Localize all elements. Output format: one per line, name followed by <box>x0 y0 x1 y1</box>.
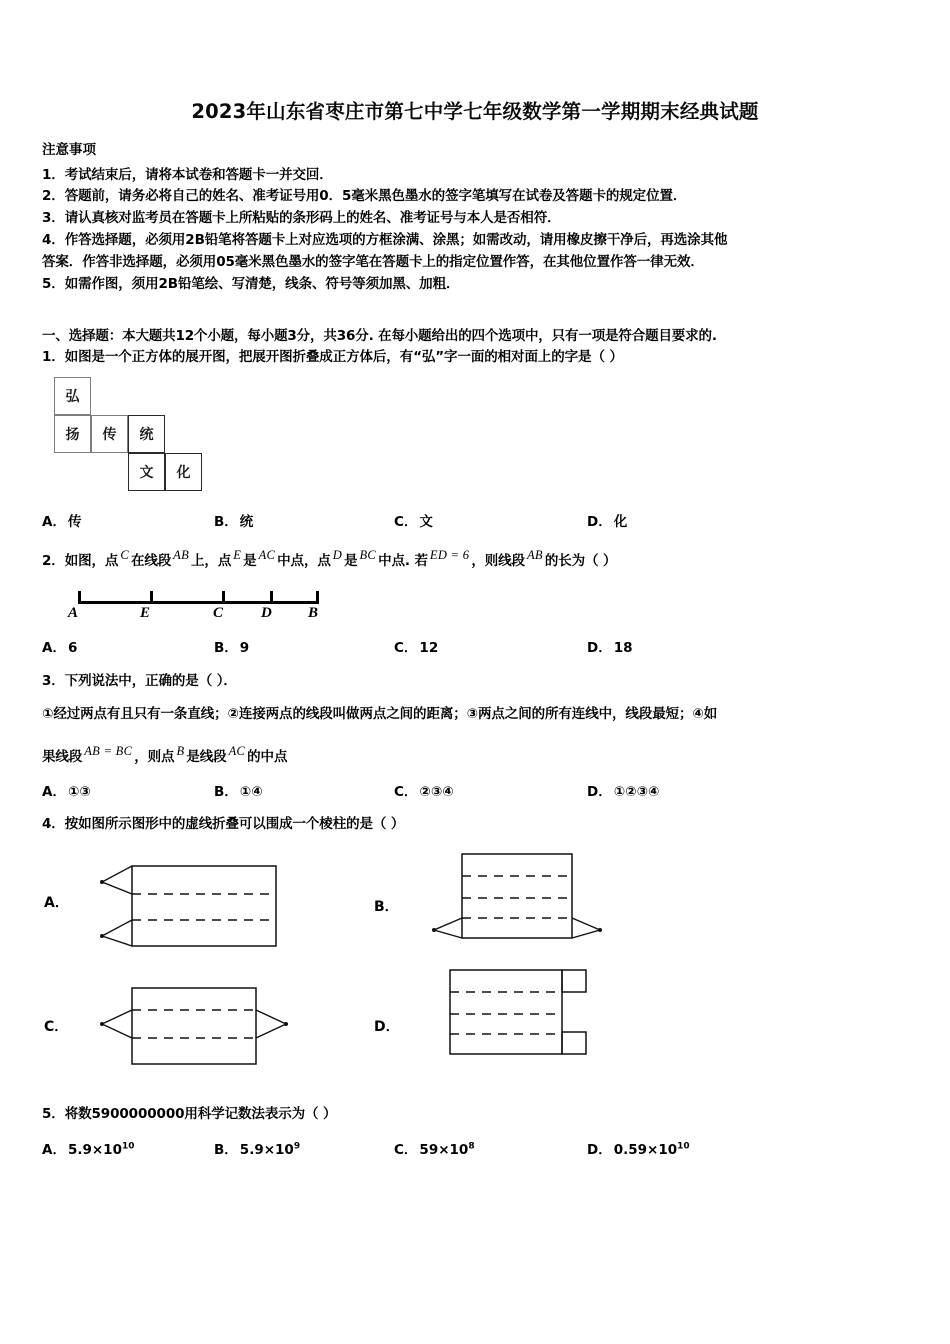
page-content <box>42 100 908 1162</box>
option-d-label: D． <box>587 640 612 657</box>
option-c-exponent: 8 <box>468 1141 475 1152</box>
option-b-value: 5.9×10 <box>239 1142 294 1159</box>
option-c[interactable] <box>394 781 587 804</box>
figure-option-d[interactable] <box>372 968 732 1080</box>
cube-net-cell: 统 <box>128 415 165 453</box>
cube-net-figure <box>54 377 234 497</box>
option-c-value: ②③④ <box>419 783 454 800</box>
q3-text-3: 是线段 <box>186 748 227 765</box>
option-b-label: B． <box>214 640 238 657</box>
option-d-value: 0.59×10 <box>613 1142 678 1159</box>
question-3-statements-line2 <box>42 741 908 769</box>
option-b[interactable] <box>214 1139 394 1162</box>
option-a[interactable] <box>42 781 214 804</box>
q2-var-BC: BC <box>359 548 377 563</box>
cube-net-cell: 化 <box>165 453 202 491</box>
question-5 <box>42 1104 908 1162</box>
q2-text-4: 是 <box>243 553 257 570</box>
q2-text-6: 是 <box>344 553 358 570</box>
q2-eq-ED: ED = 6 <box>429 548 470 563</box>
question-5-text: 将数5900000000用科学记数法表示为（ ） <box>64 1106 337 1123</box>
cube-net-cell: 文 <box>128 453 165 491</box>
figure-option-c-label: C． <box>44 1019 69 1036</box>
question-2-number: 2． <box>42 553 65 570</box>
prism-a-svg <box>84 850 334 962</box>
q3-text-2: ，则点 <box>134 748 175 765</box>
question-1-options <box>42 511 908 534</box>
question-1-stem <box>42 347 908 369</box>
option-d[interactable] <box>587 511 627 534</box>
option-b[interactable] <box>214 637 394 660</box>
q2-text-7: 中点. 若 <box>378 553 428 570</box>
notice-line: 1．考试结束后，请将本试卷和答题卡一并交回． <box>42 166 333 183</box>
option-d-value: 18 <box>613 640 633 657</box>
question-4 <box>42 814 908 1082</box>
option-c-label: C． <box>394 514 418 531</box>
option-b-exponent: 9 <box>293 1141 301 1152</box>
option-d[interactable] <box>587 781 659 804</box>
q2-var-C: C <box>120 548 129 563</box>
q2-text-3: 上，点 <box>191 553 232 570</box>
q2-var-E: E <box>233 548 242 563</box>
option-d-exponent: 10 <box>677 1141 690 1152</box>
figure-option-c[interactable] <box>42 974 402 1086</box>
segment-label-C: C <box>213 605 224 622</box>
segment-label-D: D <box>261 605 272 622</box>
question-2-options <box>42 637 908 660</box>
option-c-label: C． <box>394 783 418 800</box>
option-a-value: ①③ <box>67 783 91 800</box>
question-2-stem <box>42 545 908 573</box>
q2-var-AB2: AB <box>526 548 543 563</box>
section-heading: 一、选择题：本大题共12个小题，每小题3分，共36分. 在每小题给出的四个选项中，只有一项是符合题目要求的. <box>42 327 717 344</box>
segment-figure <box>60 583 340 629</box>
option-c-value: 文 <box>419 514 433 531</box>
option-c-label: C． <box>394 640 418 657</box>
notice-line: 2．答题前，请务必将自己的姓名、准考证号用0．5毫米黑色墨水的签字笔填写在试卷及答题卡的规定位置． <box>42 188 687 205</box>
option-a-label: A． <box>42 514 66 531</box>
cube-net-cell: 扬 <box>54 415 91 453</box>
option-c[interactable] <box>394 637 587 660</box>
figure-option-a[interactable] <box>42 850 402 962</box>
q3-text-1: 果线段 <box>42 748 83 765</box>
prism-c-svg <box>84 974 334 1086</box>
segment-tick <box>150 591 153 604</box>
question-1-number: 1． <box>42 349 65 366</box>
option-b-value: 9 <box>239 640 250 657</box>
page-title: 2023年山东省枣庄市第七中学七年级数学第一学期期末经典试题 <box>191 100 759 123</box>
figure-option-d-label: D． <box>374 1019 400 1036</box>
segment-tick <box>222 591 225 604</box>
question-3-options <box>42 781 908 804</box>
option-a-exponent: 10 <box>121 1141 135 1152</box>
figure-option-b[interactable] <box>372 850 732 962</box>
option-d[interactable] <box>587 1139 690 1162</box>
figure-option-b-label: B． <box>374 899 399 916</box>
option-a-value: 6 <box>67 640 78 657</box>
question-5-options <box>42 1139 908 1162</box>
q3-eq-ABBC: AB = BC <box>84 743 133 758</box>
question-4-stem <box>42 814 908 836</box>
q3-var-B: B <box>176 743 185 758</box>
segment-tick <box>316 591 319 604</box>
option-b[interactable] <box>214 781 394 804</box>
notice-line: 4．作答选择题，必须用2B铅笔将答题卡上对应选项的方框涂满、涂黑；如需改动，请用橡皮擦干净后，再选涂其他 <box>42 232 728 249</box>
notice-line: 5．如需作图，须用2B铅笔绘、写清楚，线条、符号等须加黑、加粗． <box>42 275 460 292</box>
q3-var-AC: AC <box>228 743 246 758</box>
q2-text-1: 如图，点 <box>64 553 119 570</box>
option-d[interactable] <box>587 637 633 660</box>
notice-line: 3．请认真核对监考员在答题卡上所粘贴的条形码上的姓名、准考证号与本人是否相符． <box>42 210 561 227</box>
option-d-label: D． <box>587 783 612 800</box>
notice-line: 答案．作答非选择题，必须用05毫米黑色墨水的签字笔在答题卡上的指定位置作答，在其他位置作答一律无效． <box>42 254 704 271</box>
notice-section <box>42 141 908 295</box>
option-b[interactable] <box>214 511 394 534</box>
option-b-label: B． <box>214 514 238 531</box>
q2-text-5: 中点，点 <box>277 553 331 570</box>
cube-net-cell: 弘 <box>54 377 91 415</box>
question-3-text: 下列说法中，正确的是（ ）． <box>64 672 237 689</box>
notice-heading: 注意事项 <box>42 142 96 159</box>
option-a-value: 传 <box>67 514 82 531</box>
option-b-value: 统 <box>239 514 254 531</box>
figure-option-a-label: A． <box>44 895 69 912</box>
question-5-number: 5． <box>42 1106 65 1123</box>
option-c-label: C． <box>394 1142 418 1159</box>
option-a[interactable] <box>42 637 214 660</box>
q2-var-D: D <box>332 548 343 563</box>
segment-label-E: E <box>140 605 151 622</box>
q2-text-9: 的长为（ ） <box>544 553 617 570</box>
q2-var-AC: AC <box>258 548 276 563</box>
segment-label-A: A <box>68 605 79 622</box>
option-b-label: B． <box>214 783 238 800</box>
question-3-number: 3． <box>42 672 65 689</box>
segment-baseline <box>78 601 318 604</box>
segment-tick <box>270 591 273 604</box>
option-c[interactable] <box>394 1139 587 1162</box>
question-3-statements-line1: ①经过两点有且只有一条直线；②连接两点的线段叫做两点之间的距离；③两点之间的所有连线中，线段最短；④如 <box>42 705 718 722</box>
question-5-stem <box>42 1104 908 1126</box>
option-b-label: B． <box>214 1142 238 1159</box>
segment-tick <box>78 591 81 604</box>
option-b-value: ①④ <box>239 783 263 800</box>
question-4-text: 按如图所示图形中的虚线折叠可以围成一个棱柱的是（ ） <box>64 816 405 833</box>
segment-label-B: B <box>308 605 319 622</box>
q2-text-8: ，则线段 <box>471 553 525 570</box>
prism-b-svg <box>414 846 664 958</box>
option-d-value: ①②③④ <box>613 783 660 800</box>
option-c-value: 59×10 <box>419 1142 469 1159</box>
option-d-value: 化 <box>613 514 628 531</box>
option-a[interactable] <box>42 1139 214 1162</box>
option-a-label: A． <box>42 640 66 657</box>
question-2 <box>42 545 908 660</box>
option-a-value: 5.9×10 <box>67 1142 122 1159</box>
q2-var-AB: AB <box>173 548 190 563</box>
option-c-value: 12 <box>419 640 439 657</box>
question-1-text: 如图是一个正方体的展开图，把展开图折叠成正方体后，有“弘”字一面的相对面上的字是（ ） <box>64 349 623 366</box>
question-4-number: 4． <box>42 816 65 833</box>
prism-options-figure <box>42 850 908 1082</box>
question-3-stem <box>42 671 908 693</box>
cube-net-cell: 传 <box>91 415 128 453</box>
option-c[interactable] <box>394 511 587 534</box>
option-d-label: D． <box>587 1142 612 1159</box>
q2-text-2: 在线段 <box>130 553 172 570</box>
option-a-label: A． <box>42 783 66 800</box>
prism-d-svg <box>414 962 664 1074</box>
question-1 <box>42 347 908 534</box>
question-3 <box>42 671 908 804</box>
option-a-label: A． <box>42 1142 66 1159</box>
option-d-label: D． <box>587 514 612 531</box>
option-a[interactable] <box>42 511 214 534</box>
q3-text-4: 的中点 <box>247 748 288 765</box>
